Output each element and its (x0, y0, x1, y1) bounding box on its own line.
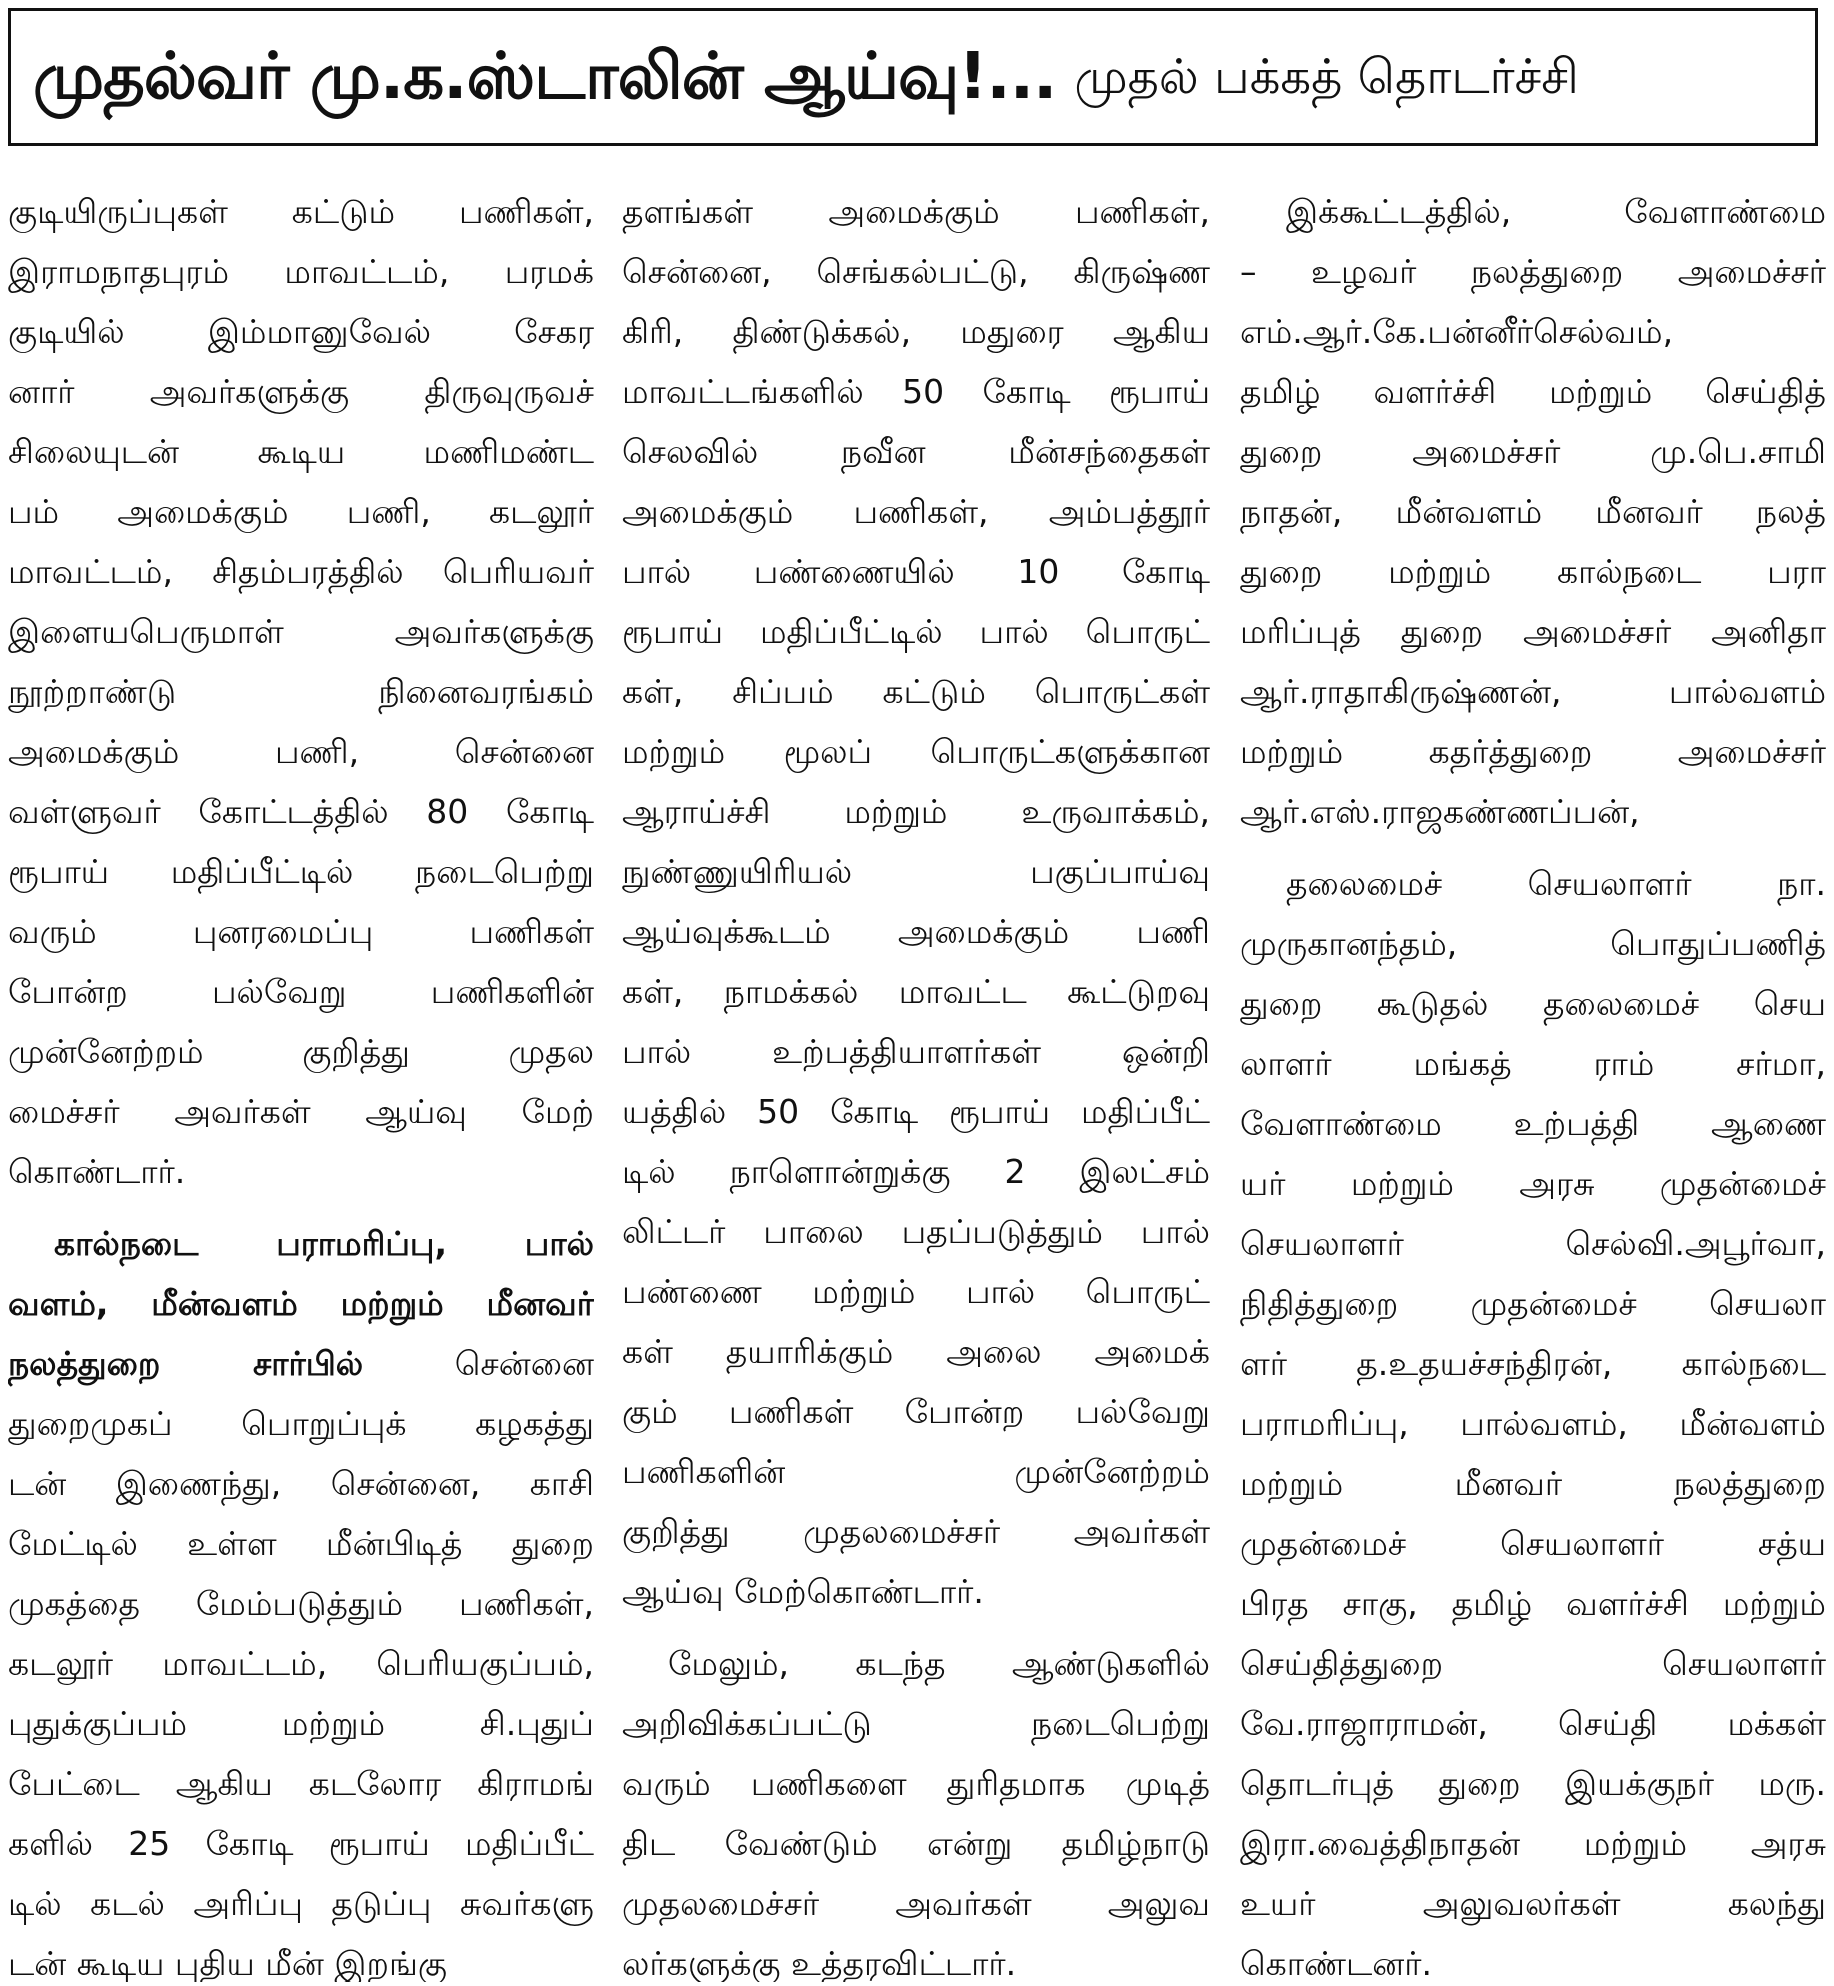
text-line: கொண்டார். (8, 1152, 186, 1191)
text-line: நாதன், மீன்வளம் மீனவர் நலத் (1240, 492, 1826, 531)
text-line: தளங்கள் அமைக்கும் பணிகள், (622, 192, 1210, 231)
text-line: யர் மற்றும் அரசு முதன்மைச் (1240, 1164, 1826, 1203)
text-line: கடலூர் மாவட்டம், பெரியகுப்பம், (8, 1644, 594, 1683)
text-line: வரும் புனரமைப்பு பணிகள் (8, 912, 594, 951)
text-line: பணிகளின் முன்னேற்றம் (622, 1452, 1210, 1491)
text-line: முதன்மைச் செயலாளர் சத்ய (1240, 1524, 1826, 1563)
text-line: மற்றும் மீனவர் நலத்துறை (1240, 1464, 1826, 1503)
text-line: கள் தயாரிக்கும் அலை அமைக் (622, 1332, 1210, 1371)
text-line: தமிழ் வளர்ச்சி மற்றும் செய்தித் (1240, 372, 1826, 411)
text-line: இரா.வைத்திநாதன் மற்றும் அரசு (1240, 1824, 1826, 1863)
text-line: துறை கூடுதல் தலைமைச் செய (1240, 984, 1826, 1023)
text-line: நிதித்துறை முதன்மைச் செயலா (1240, 1284, 1826, 1323)
text-line: செய்தித்துறை செயலாளர் (1240, 1644, 1826, 1683)
text-line: களில் 25 கோடி ரூபாய் மதிப்பீட் (8, 1824, 594, 1863)
text-line: டில் நாளொன்றுக்கு 2 இலட்சம் (622, 1152, 1210, 1191)
text-line: ரூபாய் மதிப்பீட்டில் பால் பொருட் (622, 612, 1210, 651)
text-line: கும் பணிகள் போன்ற பல்வேறு (622, 1392, 1210, 1431)
text-line: யத்தில் 50 கோடி ரூபாய் மதிப்பீட் (622, 1092, 1210, 1131)
bold-text-segment: கால்நடை பராமரிப்பு, பால் (54, 1224, 594, 1263)
text-line: டில் கடல் அரிப்பு தடுப்பு சுவர்களு (8, 1884, 594, 1923)
text-line (8, 1274, 594, 1334)
text-line: டன் இணைந்து, சென்னை, காசி (8, 1464, 594, 1503)
text-line: இளையபெருமாள் அவர்களுக்கு (8, 612, 594, 651)
text-line: குடியிருப்புகள் கட்டும் பணிகள், (8, 192, 594, 231)
text-line: லாளர் மங்கத் ராம் சர்மா, (1240, 1044, 1826, 1083)
text-line: இக்கூட்டத்தில், வேளாண்மை (1286, 192, 1826, 231)
article-column-2 (622, 182, 1210, 1982)
text-line: மரிப்புத் துறை அமைச்சர் அனிதா (1240, 612, 1826, 651)
text-line: மாவட்டங்களில் 50 கோடி ரூபாய் (622, 372, 1210, 411)
text-line: அமைக்கும் பணி, சென்னை (8, 732, 594, 771)
text-line: மைச்சர் அவர்கள் ஆய்வு மேற் (8, 1092, 594, 1131)
text-line: நுண்ணுயிரியல் பகுப்பாய்வு (622, 852, 1210, 891)
bold-text-segment: வளம், மீன்வளம் மற்றும் மீனவர் (8, 1284, 594, 1323)
text-line: முகத்தை மேம்படுத்தும் பணிகள், (8, 1584, 594, 1623)
text-line: செயலாளர் செல்வி.அபூர்வா, (1240, 1224, 1826, 1263)
text-line: தொடர்புத் துறை இயக்குநர் மரு. (1240, 1764, 1826, 1803)
text-line: குறித்து முதலமைச்சர் அவர்கள் (622, 1512, 1210, 1551)
text-line: டன் கூடிய புதிய மீன் இறங்கு (8, 1944, 448, 1982)
text-line: சிலையுடன் கூடிய மணிமண்ட (8, 432, 594, 471)
article-column-3 (1240, 182, 1826, 1982)
text-line: பால் பண்ணையில் 10 கோடி (622, 552, 1210, 591)
text-line: முன்னேற்றம் குறித்து முதல (8, 1032, 594, 1071)
text-line: பால் உற்பத்தியாளர்கள் ஒன்றி (622, 1032, 1210, 1071)
text-line: துறை அமைச்சர் மு.பெ.சாமி (1240, 432, 1826, 471)
text-line: ளர் த.உதயச்சந்திரன், கால்நடை (1240, 1344, 1826, 1383)
text-line: தலைமைச் செயலாளர் நா. (1286, 864, 1826, 903)
headline-banner (8, 8, 1818, 146)
text-line: கிரி, திண்டுக்கல், மதுரை ஆகிய (622, 312, 1210, 351)
text-line (8, 1334, 594, 1394)
text-line: கள், நாமக்கல் மாவட்ட கூட்டுறவு (622, 972, 1210, 1011)
text-line: அமைக்கும் பணிகள், அம்பத்தூர் (622, 492, 1210, 531)
text-line: போன்ற பல்வேறு பணிகளின் (8, 972, 594, 1011)
text-line: செலவில் நவீன மீன்சந்தைகள் (622, 432, 1210, 471)
text-line: – உழவர் நலத்துறை அமைச்சர் (1240, 252, 1826, 291)
text-line: முதலமைச்சர் அவர்கள் அலுவ (622, 1884, 1210, 1923)
text-line: வள்ளுவர் கோட்டத்தில் 80 கோடி (8, 792, 594, 831)
text-line: லர்களுக்கு உத்தரவிட்டார். (622, 1944, 1017, 1982)
text-line: நூற்றாண்டு நினைவரங்கம் (8, 672, 594, 711)
text-line: வேளாண்மை உற்பத்தி ஆணை (1240, 1104, 1826, 1143)
text-line: இராமநாதபுரம் மாவட்டம், பரமக் (8, 252, 594, 291)
text-line: ஆர்.ராதாகிருஷ்ணன், பால்வளம் (1240, 672, 1826, 711)
text-line: ஆய்வுக்கூடம் அமைக்கும் பணி (622, 912, 1210, 951)
text-line: மேட்டில் உள்ள மீன்பிடித் துறை (8, 1524, 594, 1563)
article-body (8, 182, 1826, 1982)
text-segment: சென்னை (363, 1344, 594, 1383)
text-line: பிரத சாகு, தமிழ் வளர்ச்சி மற்றும் (1240, 1584, 1826, 1623)
text-line: பண்ணை மற்றும் பால் பொருட் (622, 1272, 1210, 1311)
text-line: பராமரிப்பு, பால்வளம், மீன்வளம் (1240, 1404, 1826, 1443)
text-line: மேலும், கடந்த ஆண்டுகளில் (668, 1644, 1210, 1683)
text-line (8, 1214, 594, 1274)
text-line: வே.ராஜாராமன், செய்தி மக்கள் (1240, 1704, 1826, 1743)
text-line: அறிவிக்கப்பட்டு நடைபெற்று (622, 1704, 1210, 1743)
text-line: மாவட்டம், சிதம்பரத்தில் பெரியவர் (8, 552, 594, 591)
headline-title: முதல்வர் மு.க.ஸ்டாலின் ஆய்வு!... (33, 40, 1057, 114)
text-line: குடியில் இம்மானுவேல் சேகர (8, 312, 594, 351)
text-line: பேட்டை ஆகிய கடலோர கிராமங் (8, 1764, 594, 1803)
text-line: துறைமுகப் பொறுப்புக் கழகத்து (8, 1404, 594, 1443)
text-line: னார் அவர்களுக்கு திருவுருவச் (8, 372, 594, 411)
bold-text-segment: நலத்துறை சார்பில் (8, 1344, 364, 1383)
text-line: திட வேண்டும் என்று தமிழ்நாடு (622, 1824, 1210, 1863)
text-line: சென்னை, செங்கல்பட்டு, கிருஷ்ண (622, 252, 1210, 291)
article-column-1 (8, 182, 594, 1982)
text-line: எம்.ஆர்.கே.பன்னீர்செல்வம், (1240, 312, 1674, 351)
text-line: துறை மற்றும் கால்நடை பரா (1240, 552, 1826, 591)
text-line: வரும் பணிகளை துரிதமாக முடித் (622, 1764, 1210, 1803)
text-line: புதுக்குப்பம் மற்றும் சி.புதுப் (8, 1704, 594, 1743)
text-line: மற்றும் கதர்த்துறை அமைச்சர் (1240, 732, 1826, 771)
text-line: உயர் அலுவலர்கள் கலந்து (1240, 1884, 1826, 1923)
text-line: கள், சிப்பம் கட்டும் பொருட்கள் (622, 672, 1210, 711)
text-line: ஆர்.எஸ்.ராஜகண்ணப்பன், (1240, 792, 1640, 831)
headline-continuation: முதல் பக்கத் தொடர்ச்சி (1074, 49, 1579, 105)
text-line: ஆய்வு மேற்கொண்டார். (622, 1572, 984, 1611)
text-line: ஆராய்ச்சி மற்றும் உருவாக்கம், (622, 792, 1210, 831)
text-line: பம் அமைக்கும் பணி, கடலூர் (8, 492, 594, 531)
text-line: முருகானந்தம், பொதுப்பணித் (1240, 924, 1826, 963)
text-line: ரூபாய் மதிப்பீட்டில் நடைபெற்று (8, 852, 594, 891)
text-line: மற்றும் மூலப் பொருட்களுக்கான (622, 732, 1210, 771)
text-line: லிட்டர் பாலை பதப்படுத்தும் பால் (622, 1212, 1210, 1251)
text-line: கொண்டனர். (1240, 1944, 1433, 1982)
